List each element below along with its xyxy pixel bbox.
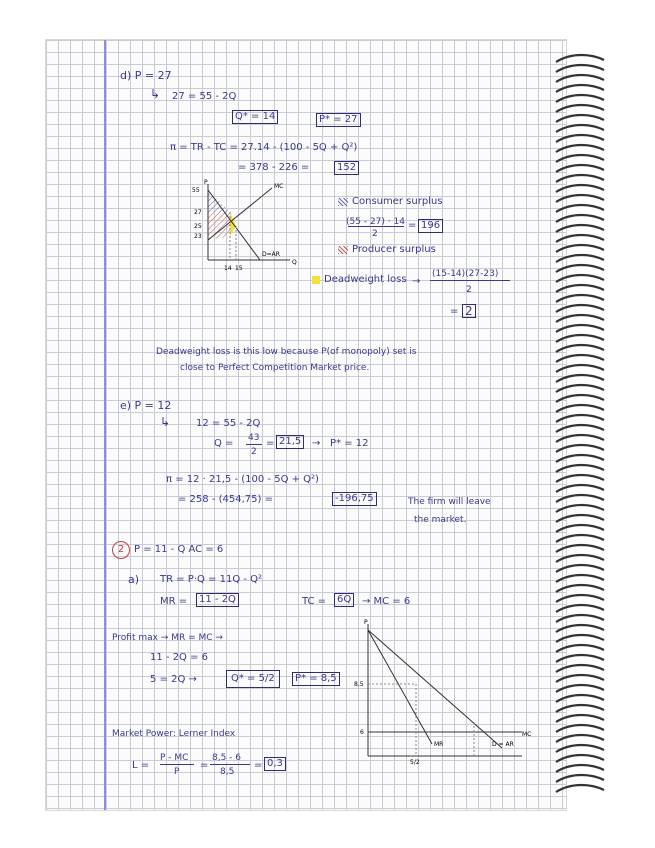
spiral-ring	[556, 565, 604, 572]
monopoly-surplus-graph	[180, 178, 300, 278]
comment-line1: Deadweight loss is this low because P(of monopoly) set is	[156, 347, 417, 357]
spiral-ring	[556, 175, 604, 182]
spiral-ring	[556, 395, 604, 402]
spiral-ring	[556, 305, 604, 312]
spiral-ring	[556, 295, 604, 302]
spiral-ring	[556, 465, 604, 472]
part-d-eq1: 27 = 55 - 2Q	[172, 91, 237, 102]
spiral-ring	[556, 655, 604, 662]
spiral-ring	[556, 335, 604, 342]
spiral-ring	[556, 415, 604, 422]
cs-equals: =	[408, 220, 417, 231]
spiral-ring	[556, 125, 604, 132]
part-e-note1: The firm will leave	[408, 497, 491, 507]
q2-a-label: a)	[128, 573, 140, 586]
spiral-ring	[556, 165, 604, 172]
q2-lerner-frac2-num: 8,5 - 6	[212, 753, 242, 763]
spiral-ring	[556, 515, 604, 522]
spiral-ring	[556, 255, 604, 262]
part-e-fraction-bar	[246, 444, 262, 445]
spiral-ring	[556, 715, 604, 722]
spiral-ring	[556, 735, 604, 742]
spiral-ring	[556, 475, 604, 482]
spiral-ring	[556, 105, 604, 112]
spiral-ring	[556, 455, 604, 462]
spiral-ring	[556, 225, 604, 232]
spiral-ring	[556, 705, 604, 712]
q2-lerner-frac1-den: P	[174, 767, 180, 777]
tick-55: 55	[192, 187, 200, 194]
tick-23: 23	[194, 233, 202, 240]
part-e-note2: the market.	[414, 515, 467, 525]
q2-lerner-eq2: =	[254, 760, 263, 771]
part-e-q-prefix: Q =	[214, 438, 234, 449]
spiral-ring	[556, 405, 604, 412]
spiral-ring	[556, 525, 604, 532]
spiral-ring	[556, 355, 604, 362]
spiral-ring	[556, 685, 604, 692]
spiral-ring	[556, 445, 604, 452]
q2-lerner-eq: =	[200, 760, 209, 771]
q2-market-power: Market Power: Lerner Index	[112, 729, 236, 739]
part-e-eq1: 12 = 55 - 2Q	[196, 418, 261, 429]
spiral-ring	[556, 765, 604, 772]
spiral-ring	[556, 185, 604, 192]
part-e-label: e) P = 12	[120, 399, 172, 412]
spiral-ring	[556, 245, 604, 252]
spiral-ring	[556, 725, 604, 732]
spiral-ring	[556, 75, 604, 82]
part-d-p-star: P* = 27	[316, 113, 361, 127]
spiral-ring	[556, 385, 604, 392]
part-e-profit-value: -196,75	[332, 492, 377, 506]
spiral-ring	[556, 205, 604, 212]
spiral-ring	[556, 555, 604, 562]
q2-graph-q-tick: 5/2	[410, 759, 420, 766]
spiral-ring	[556, 535, 604, 542]
q2-demand-line	[368, 630, 502, 748]
spiral-ring	[556, 275, 604, 282]
q2-lerner-frac1-num: P - MC	[160, 753, 189, 763]
spiral-ring	[556, 115, 604, 122]
cs-label: Consumer surplus	[352, 196, 443, 207]
tick-25: 25	[194, 223, 202, 230]
q2-lerner-frac2-den: 8,5	[220, 767, 235, 777]
spiral-ring	[556, 365, 604, 372]
cs-value: 196	[418, 219, 443, 233]
spiral-ring	[556, 775, 604, 782]
q2-graph-y-label: P	[364, 619, 368, 626]
q2-mr-line	[368, 630, 432, 744]
spiral-ring	[556, 285, 604, 292]
spiral-ring	[556, 235, 604, 242]
spiral-ring	[556, 145, 604, 152]
graph-y-label: P	[204, 179, 208, 186]
spiral-ring	[556, 605, 604, 612]
q2-mr-prefix: MR =	[160, 596, 188, 607]
spiral-ring	[556, 615, 604, 622]
spiral-binding	[552, 50, 612, 810]
spiral-ring	[556, 755, 604, 762]
q2-q-star: Q* = 5/2	[226, 670, 280, 688]
q2-header: P = 11 - Q AC = 6	[134, 544, 224, 555]
part-d-profit-line2: = 378 - 226 =	[238, 162, 310, 173]
spiral-ring	[556, 595, 604, 602]
spiral-ring	[556, 545, 604, 552]
ps-label: Producer surplus	[352, 244, 436, 255]
spiral-ring	[556, 635, 604, 642]
spiral-ring	[556, 665, 604, 672]
part-d-profit-value: 152	[334, 161, 359, 175]
spiral-ring	[556, 645, 604, 652]
dwl-value: 2	[462, 304, 476, 318]
margin-line	[104, 40, 106, 810]
spiral-ring	[556, 65, 604, 72]
part-e-q-value: 21,5	[276, 435, 304, 449]
graph-x-label: Q	[292, 259, 297, 266]
part-e-arrow: →	[312, 438, 321, 449]
monopoly-graph-q2	[352, 618, 532, 766]
cs-fraction-bar	[348, 226, 404, 227]
spiral-ring	[556, 195, 604, 202]
dwl-equals: =	[450, 306, 459, 317]
spiral-ring	[556, 435, 604, 442]
q2-graph-x-label: MC	[522, 731, 532, 738]
spiral-ring	[556, 155, 604, 162]
q2-step1: 11 - 2Q = 6	[150, 652, 209, 663]
part-e-q-den: 2	[251, 447, 257, 457]
q2-tc-value: 6Q	[334, 593, 354, 607]
graph-mc-label: MC	[274, 183, 284, 190]
q2-p-star: P* = 8,5	[292, 672, 340, 686]
dwl-formula-num: (15-14)(27-23)	[432, 269, 499, 279]
dwl-legend-swatch	[312, 276, 320, 284]
spiral-ring	[556, 265, 604, 272]
dwl-formula-den: 2	[466, 285, 472, 295]
spiral-ring	[556, 215, 604, 222]
part-e-equals: =	[266, 438, 275, 449]
part-e-q-num: 43	[248, 433, 260, 443]
spiral-ring	[556, 135, 604, 142]
q2-step2: 5 = 2Q →	[150, 674, 197, 685]
spiral-ring	[556, 785, 604, 792]
cs-formula-den: 2	[372, 229, 378, 239]
tick-15: 15	[235, 265, 243, 272]
q2-graph-p-tick: 8,5	[354, 681, 364, 688]
spiral-ring	[556, 585, 604, 592]
part-e-profit-line1: π = 12 · 21,5 - (100 - 5Q + Q²)	[166, 474, 319, 485]
tick-27: 27	[194, 209, 202, 216]
cs-formula-num: (55 - 27) · 14	[346, 217, 405, 227]
q2-graph-mr-label: MR	[434, 741, 444, 748]
part-e-profit-line2: = 258 - (454,75) =	[178, 494, 273, 505]
q2-lerner-value: 0,3	[264, 757, 286, 771]
cs-legend-swatch	[338, 198, 348, 206]
q2-profit-max: Profit max → MR = MC →	[112, 633, 223, 643]
dwl-fraction-bar	[430, 280, 510, 281]
part-d-q-star: Q* = 14	[232, 110, 278, 124]
dwl-label: Deadweight loss	[324, 274, 407, 285]
arrow-glyph-e: ↳	[160, 415, 171, 429]
arrow-glyph: ↳	[150, 87, 161, 101]
q2-mc: → MC = 6	[362, 596, 411, 607]
spiral-ring	[556, 95, 604, 102]
dwl-arrow: →	[412, 276, 421, 287]
spiral-ring	[556, 745, 604, 752]
q2-graph-d-label: D = AR	[492, 741, 514, 748]
spiral-ring	[556, 695, 604, 702]
q2-tr: TR = P·Q = 11Q - Q²	[160, 574, 263, 585]
spiral-ring	[556, 425, 604, 432]
part-d-profit-line1: π = TR - TC = 27.14 - (100 - 5Q + Q²)	[170, 142, 358, 153]
consumer-surplus-area	[208, 190, 230, 212]
q2-lerner-bar1	[160, 764, 194, 765]
part-e-p-star: P* = 12	[330, 438, 369, 449]
spiral-ring	[556, 345, 604, 352]
spiral-ring	[556, 85, 604, 92]
spiral-ring	[556, 325, 604, 332]
graph-dar-label: D=AR	[262, 251, 280, 258]
spiral-ring	[556, 375, 604, 382]
question-number: 2	[112, 541, 130, 559]
q2-lerner-bar2	[210, 764, 250, 765]
spiral-ring	[556, 55, 604, 62]
q2-lerner-prefix: L =	[132, 760, 150, 771]
tick-14: 14	[224, 265, 232, 272]
q2-graph-mc-tick: 6	[360, 729, 364, 736]
spiral-ring	[556, 485, 604, 492]
q2-mr-value: 11 - 2Q	[196, 593, 239, 607]
spiral-ring	[556, 505, 604, 512]
ps-legend-swatch	[338, 246, 348, 254]
spiral-ring	[556, 675, 604, 682]
spiral-ring	[556, 575, 604, 582]
spiral-ring	[556, 315, 604, 322]
comment-line2: close to Perfect Competition Market price.	[180, 363, 370, 373]
spiral-ring	[556, 495, 604, 502]
part-d-label: d) P = 27	[120, 69, 172, 82]
producer-surplus-area	[208, 212, 230, 240]
spiral-ring	[556, 625, 604, 632]
q2-tc-prefix: TC =	[302, 596, 327, 607]
